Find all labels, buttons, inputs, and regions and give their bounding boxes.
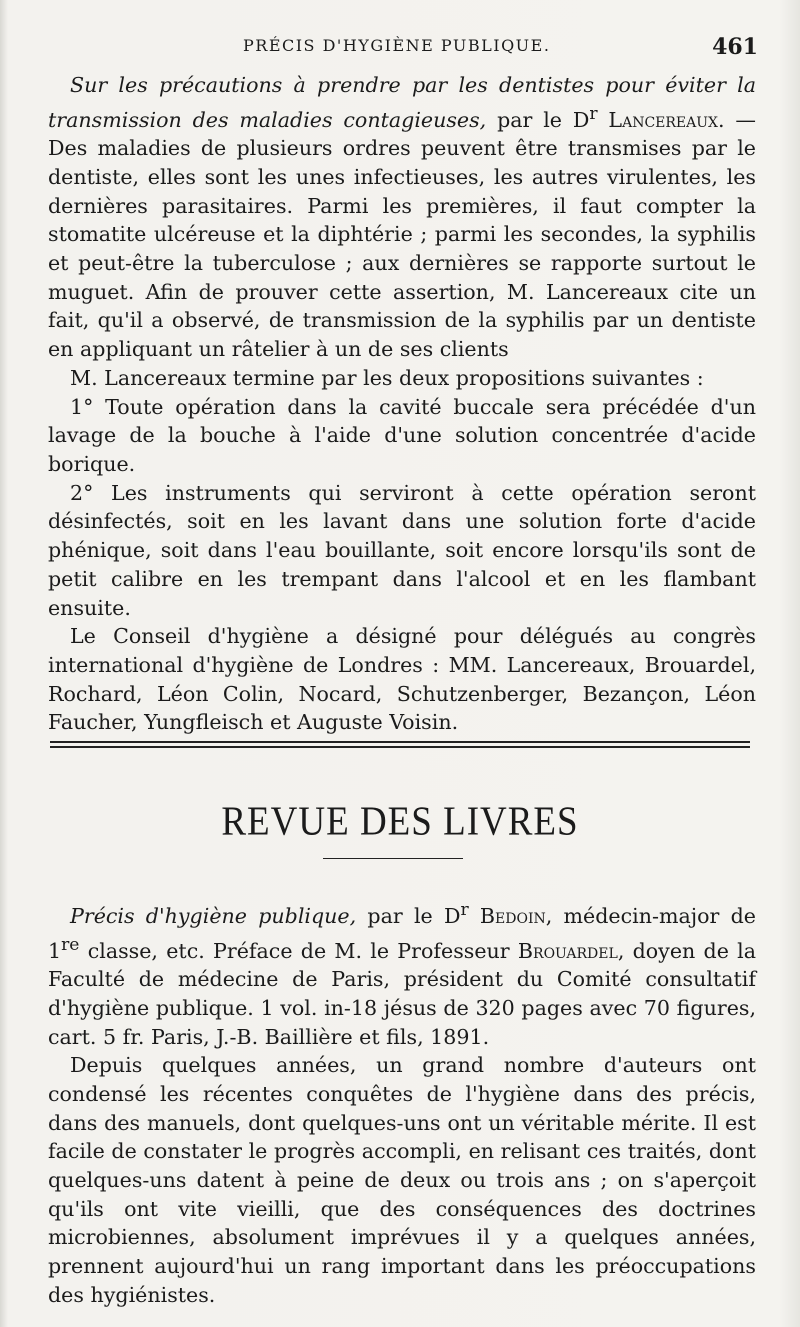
preface-author: Brouardel xyxy=(517,938,618,963)
paragraph-dentists-intro: Sur les précautions à prendre par les dentistes pour éviter la transmission des maladies contagieuses, par le $D^r$ Lancereaux. — Des maladies de plusieurs ordres peuvent être transmises par le dentiste, elles sont les unes infectieuses, les autres virulentes, les dernières parasitaires. Parmi les premières, il faut compter la stomatite ulcéreuse et la diphtérie ; parmi les secondes, la syphilis et peut-être la tuberculose ; aux dernières se rapporte surtout le muguet. Afin de prouver cette assertion, M. Lancereaux cite un fait, qu'il a observé, de transmission de la syphilis par un dentiste en appliquant un râtelier à un de ses clients xyxy=(48,73,756,362)
paragraph-delegates: Le Conseil d'hygiène a désigné pour délégués au congrès international d'hygiène de Londres : MM. Lancereaux, Brouardel, Rochard, Léon Colin, Nocard, Schutzenberger, Bezançon, Léon Faucher, Yungfleisch et Auguste Voisin. xyxy=(48,624,756,735)
paragraph-review-body: Depuis quelques années, un grand nombre d'auteurs ont condensé les récentes conquêtes de l'hygiène dans des précis, dans des manuels, dont quelques-uns ont un véritable mérite. Il est facile de constater le progrès accompli, en relisant ces traités, dont quelques-uns datent à peine de deux ou trois ans ; on s'aperçoit qu'ils ont vite vieilli, que des conséquences des doctrines microbiennes, absolument imprévues il y a quelques années, prennent aujourd'hui un rang important dans les préoccupations des hygiénistes. xyxy=(48,1053,756,1307)
book-title: Précis d'hygiène publique, xyxy=(70,903,357,928)
article-title: Sur les précautions à prendre par les dentistes pour éviter la transmission des maladies contagieuses, xyxy=(48,73,756,132)
section-title: REVUE DES LIVRES xyxy=(221,798,579,845)
paragraph-book-citation: Précis d'hygiène publique, par le $D^r$ Bedoin, médecin-major de 1re classe, etc. Préface de M. le Professeur Brouardel, doyen de la Faculté de médecine de Paris, président du Comité consultatif d'hygiène publique. 1 vol. in-18 jésus de 320 pages avec 70 figures, cart. 5 fr. Paris, J.-B. Baillière et fils, 1891. xyxy=(48,900,756,1049)
author-name: Lancereaux xyxy=(608,107,719,132)
running-title: PRÉCIS D'HYGIÈNE PUBLIQUE. xyxy=(243,36,551,55)
paragraph-proposition-2: 2° Les instruments qui serviront à cette opération seront désinfectés, soit en les lavant dans une solution forte d'acide phénique, soit dans l'eau bouillante, soit encore lorsqu'ils sont de petit calibre en les trempant dans l'alcool et en les flambant ensuite. xyxy=(48,480,756,620)
section-divider xyxy=(50,741,750,748)
title-underline xyxy=(323,858,463,859)
page-header xyxy=(48,34,758,64)
book-author: Bedoin xyxy=(479,903,546,928)
page-number: 461 xyxy=(712,34,758,60)
article-dentists xyxy=(48,71,756,737)
book-review xyxy=(48,896,756,1310)
paragraph-propositions: M. Lancereaux termine par les deux propositions suivantes : xyxy=(70,365,704,390)
paragraph-proposition-1: 1° Toute opération dans la cavité buccale sera précédée d'un lavage de la bouche à l'aide d'une solution concentrée d'acide borique. xyxy=(48,394,756,476)
